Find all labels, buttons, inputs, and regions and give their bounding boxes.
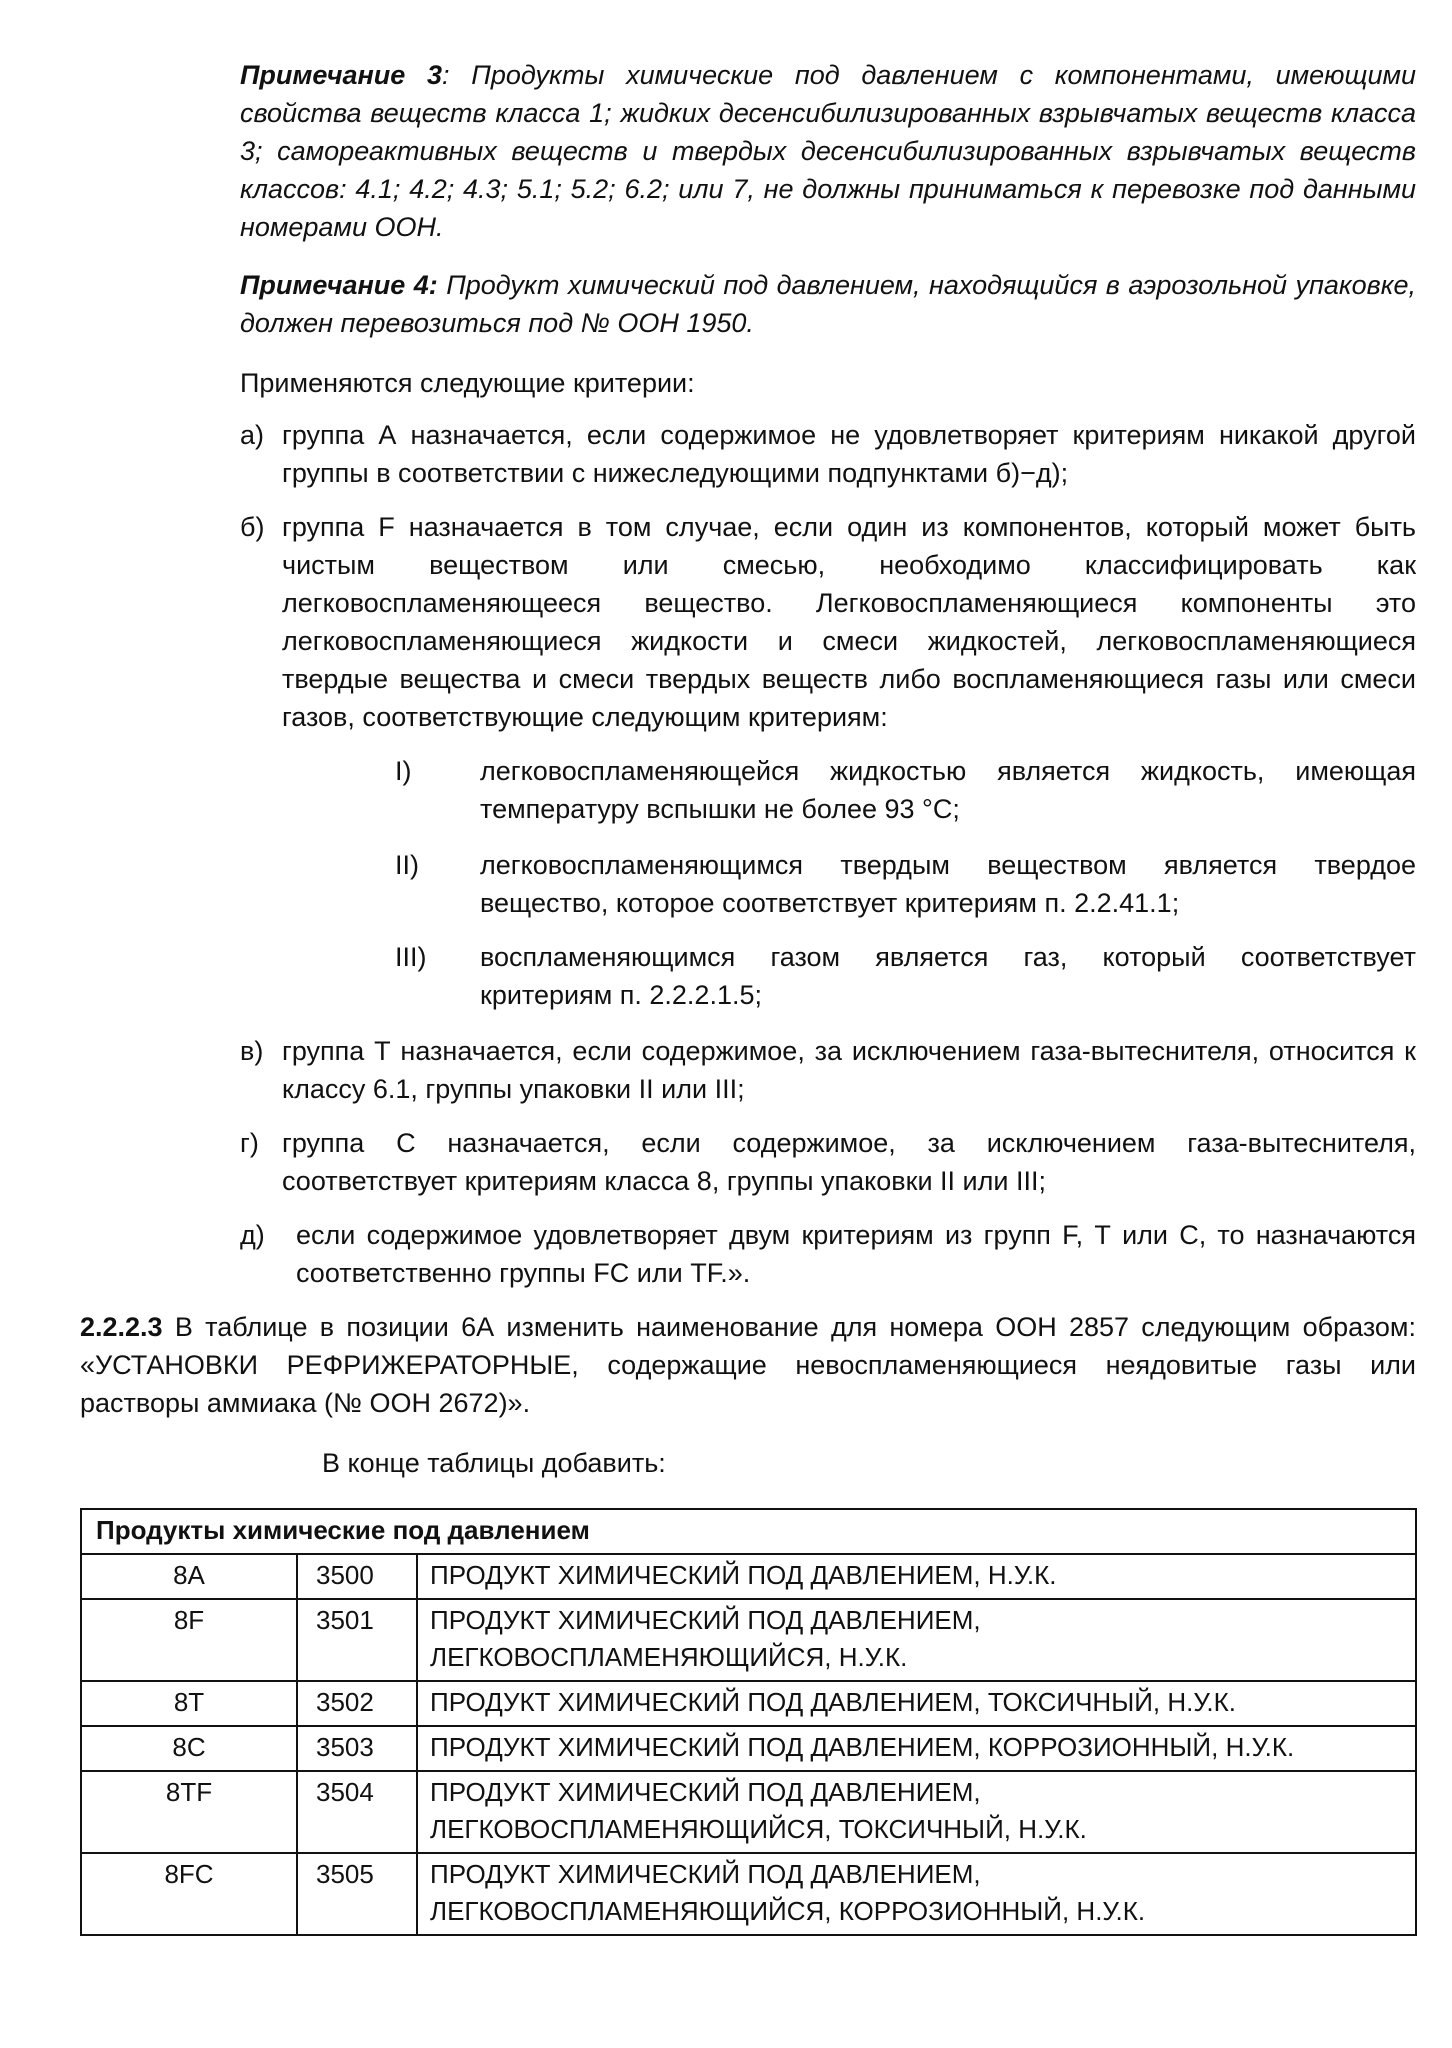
table-header-row — [81, 1509, 1416, 1554]
classification-code: 8TF — [81, 1771, 297, 1853]
un-number: 3505 — [297, 1853, 417, 1935]
subcriterion-mark: III) — [395, 942, 427, 972]
section-number: 2.2.2.3 — [80, 1312, 163, 1342]
note-4 — [240, 266, 1416, 342]
classification-code: 8FC — [81, 1853, 297, 1935]
criteria-intro: Применяются следующие критерии: — [240, 368, 695, 398]
criterion-mark: д) — [240, 1220, 265, 1250]
substance-name: ПРОДУКТ ХИМИЧЕСКИЙ ПОД ДАВЛЕНИЕМ, ЛЕГКОВОСПЛАМЕНЯЮЩИЙСЯ, Н.У.К. — [417, 1599, 1416, 1681]
section-2-2-2-3 — [80, 1308, 1416, 1422]
un-number: 3500 — [297, 1554, 417, 1599]
criterion-v — [240, 1032, 1416, 1108]
table-row — [81, 1599, 1416, 1681]
table-row — [81, 1681, 1416, 1726]
note-3 — [240, 56, 1416, 246]
table-header: Продукты химические под давлением — [81, 1509, 1416, 1554]
classification-code: 8T — [81, 1681, 297, 1726]
note-3-label: Примечание 3 — [240, 60, 443, 90]
table-intro: В конце таблицы добавить: — [322, 1448, 666, 1478]
subcriterion-text: легковоспламеняющейся жидкостью является жидкость, имеющая температуру вспышки не более 93 °С; — [480, 756, 1416, 824]
note-4-text: Продукт химический под давлением, находящийся в аэрозольной упаковке, должен перевозиться под № ООН 1950. — [240, 270, 1416, 338]
un-number: 3504 — [297, 1771, 417, 1853]
substance-name: ПРОДУКТ ХИМИЧЕСКИЙ ПОД ДАВЛЕНИЕМ, ЛЕГКОВОСПЛАМЕНЯЮЩИЙСЯ, КОРРОЗИОННЫЙ, Н.У.К. — [417, 1853, 1416, 1935]
table-row — [81, 1853, 1416, 1935]
subcriterion-mark: II) — [395, 850, 419, 880]
subcriterion-text: легковоспламеняющимся твердым веществом является твердое вещество, которое соответствует критериям п. 2.2.41.1; — [480, 850, 1416, 918]
substance-name: ПРОДУКТ ХИМИЧЕСКИЙ ПОД ДАВЛЕНИЕМ, КОРРОЗИОННЫЙ, Н.У.К. — [417, 1726, 1416, 1771]
criterion-b — [240, 508, 1416, 736]
criterion-mark: в) — [240, 1036, 264, 1066]
un-number: 3502 — [297, 1681, 417, 1726]
subcriterion-2 — [395, 846, 1416, 922]
classification-code: 8F — [81, 1599, 297, 1681]
criterion-text: группа F назначается в том случае, если один из компонентов, который может быть чистым веществом или смесью, необходимо классифицировать как легковоспламеняющееся вещество. Легковоспламеняющиеся компоненты это легковоспламеняющиеся жидкости и смеси жидкостей, легковоспламеняющиеся твердые вещества и смеси твердых веществ либо воспламеняющиеся газы или смеси газов, соответствующие следующим критериям: — [282, 512, 1416, 732]
subcriterion-1 — [395, 752, 1416, 828]
note-4-label: Примечание 4: — [240, 270, 438, 300]
table-row — [81, 1771, 1416, 1853]
table-row — [81, 1554, 1416, 1599]
note-3-text: : Продукты химические под давлением с компонентами, имеющими свойства веществ класса 1; жидких десенсибилизированных взрывчатых веществ класса 3; самореактивных веществ и твердых десенсибилизированных взрывчатых веществ классов: 4.1; 4.2; 4.3; 5.1; 5.2; 6.2; или 7, не должны приниматься к перевозке под данными номерами ООН. — [240, 60, 1416, 242]
substance-name: ПРОДУКТ ХИМИЧЕСКИЙ ПОД ДАВЛЕНИЕМ, Н.У.К. — [417, 1554, 1416, 1599]
un-number: 3503 — [297, 1726, 417, 1771]
criterion-g — [240, 1124, 1416, 1200]
subcriterion-text: воспламеняющимся газом является газ, который соответствует критериям п. 2.2.2.1.5; — [480, 942, 1416, 1010]
substance-name: ПРОДУКТ ХИМИЧЕСКИЙ ПОД ДАВЛЕНИЕМ, ЛЕГКОВОСПЛАМЕНЯЮЩИЙСЯ, ТОКСИЧНЫЙ, Н.У.К. — [417, 1771, 1416, 1853]
criterion-text: группа Т назначается, если содержимое, за исключением газа-вытеснителя, относится к классу 6.1, группы упаковки II или III; — [282, 1036, 1416, 1104]
criterion-mark: а) — [240, 420, 265, 450]
criterion-d — [240, 1216, 1416, 1292]
criterion-a — [240, 416, 1416, 492]
criterion-text: группа С назначается, если содержимое, за исключением газа-вытеснителя, соответствует критериям класса 8, группы упаковки II или III; — [282, 1128, 1416, 1196]
classification-code: 8A — [81, 1554, 297, 1599]
criterion-text: группа А назначается, если содержимое не удовлетворяет критериям никакой другой группы в соответствии с нижеследующими подпунктами б)−д); — [282, 420, 1416, 488]
substance-name: ПРОДУКТ ХИМИЧЕСКИЙ ПОД ДАВЛЕНИЕМ, ТОКСИЧНЫЙ, Н.У.К. — [417, 1681, 1416, 1726]
classification-code: 8C — [81, 1726, 297, 1771]
criterion-mark: г) — [240, 1128, 259, 1158]
criterion-text: если содержимое удовлетворяет двум критериям из групп F, Т или С, то назначаются соответственно группы FC или TF.». — [296, 1220, 1416, 1288]
subcriterion-3 — [395, 938, 1416, 1014]
subcriterion-mark: I) — [395, 756, 412, 786]
criterion-mark: б) — [240, 512, 265, 542]
table-row — [81, 1726, 1416, 1771]
section-text: В таблице в позиции 6А изменить наименование для номера ООН 2857 следующим образом: «УСТАНОВКИ РЕФРИЖЕРАТОРНЫЕ, содержащие невоспламеняющиеся неядовитые газы или растворы аммиака (№ ООН 2672)». — [80, 1312, 1416, 1418]
substances-table — [80, 1508, 1417, 1936]
un-number: 3501 — [297, 1599, 417, 1681]
